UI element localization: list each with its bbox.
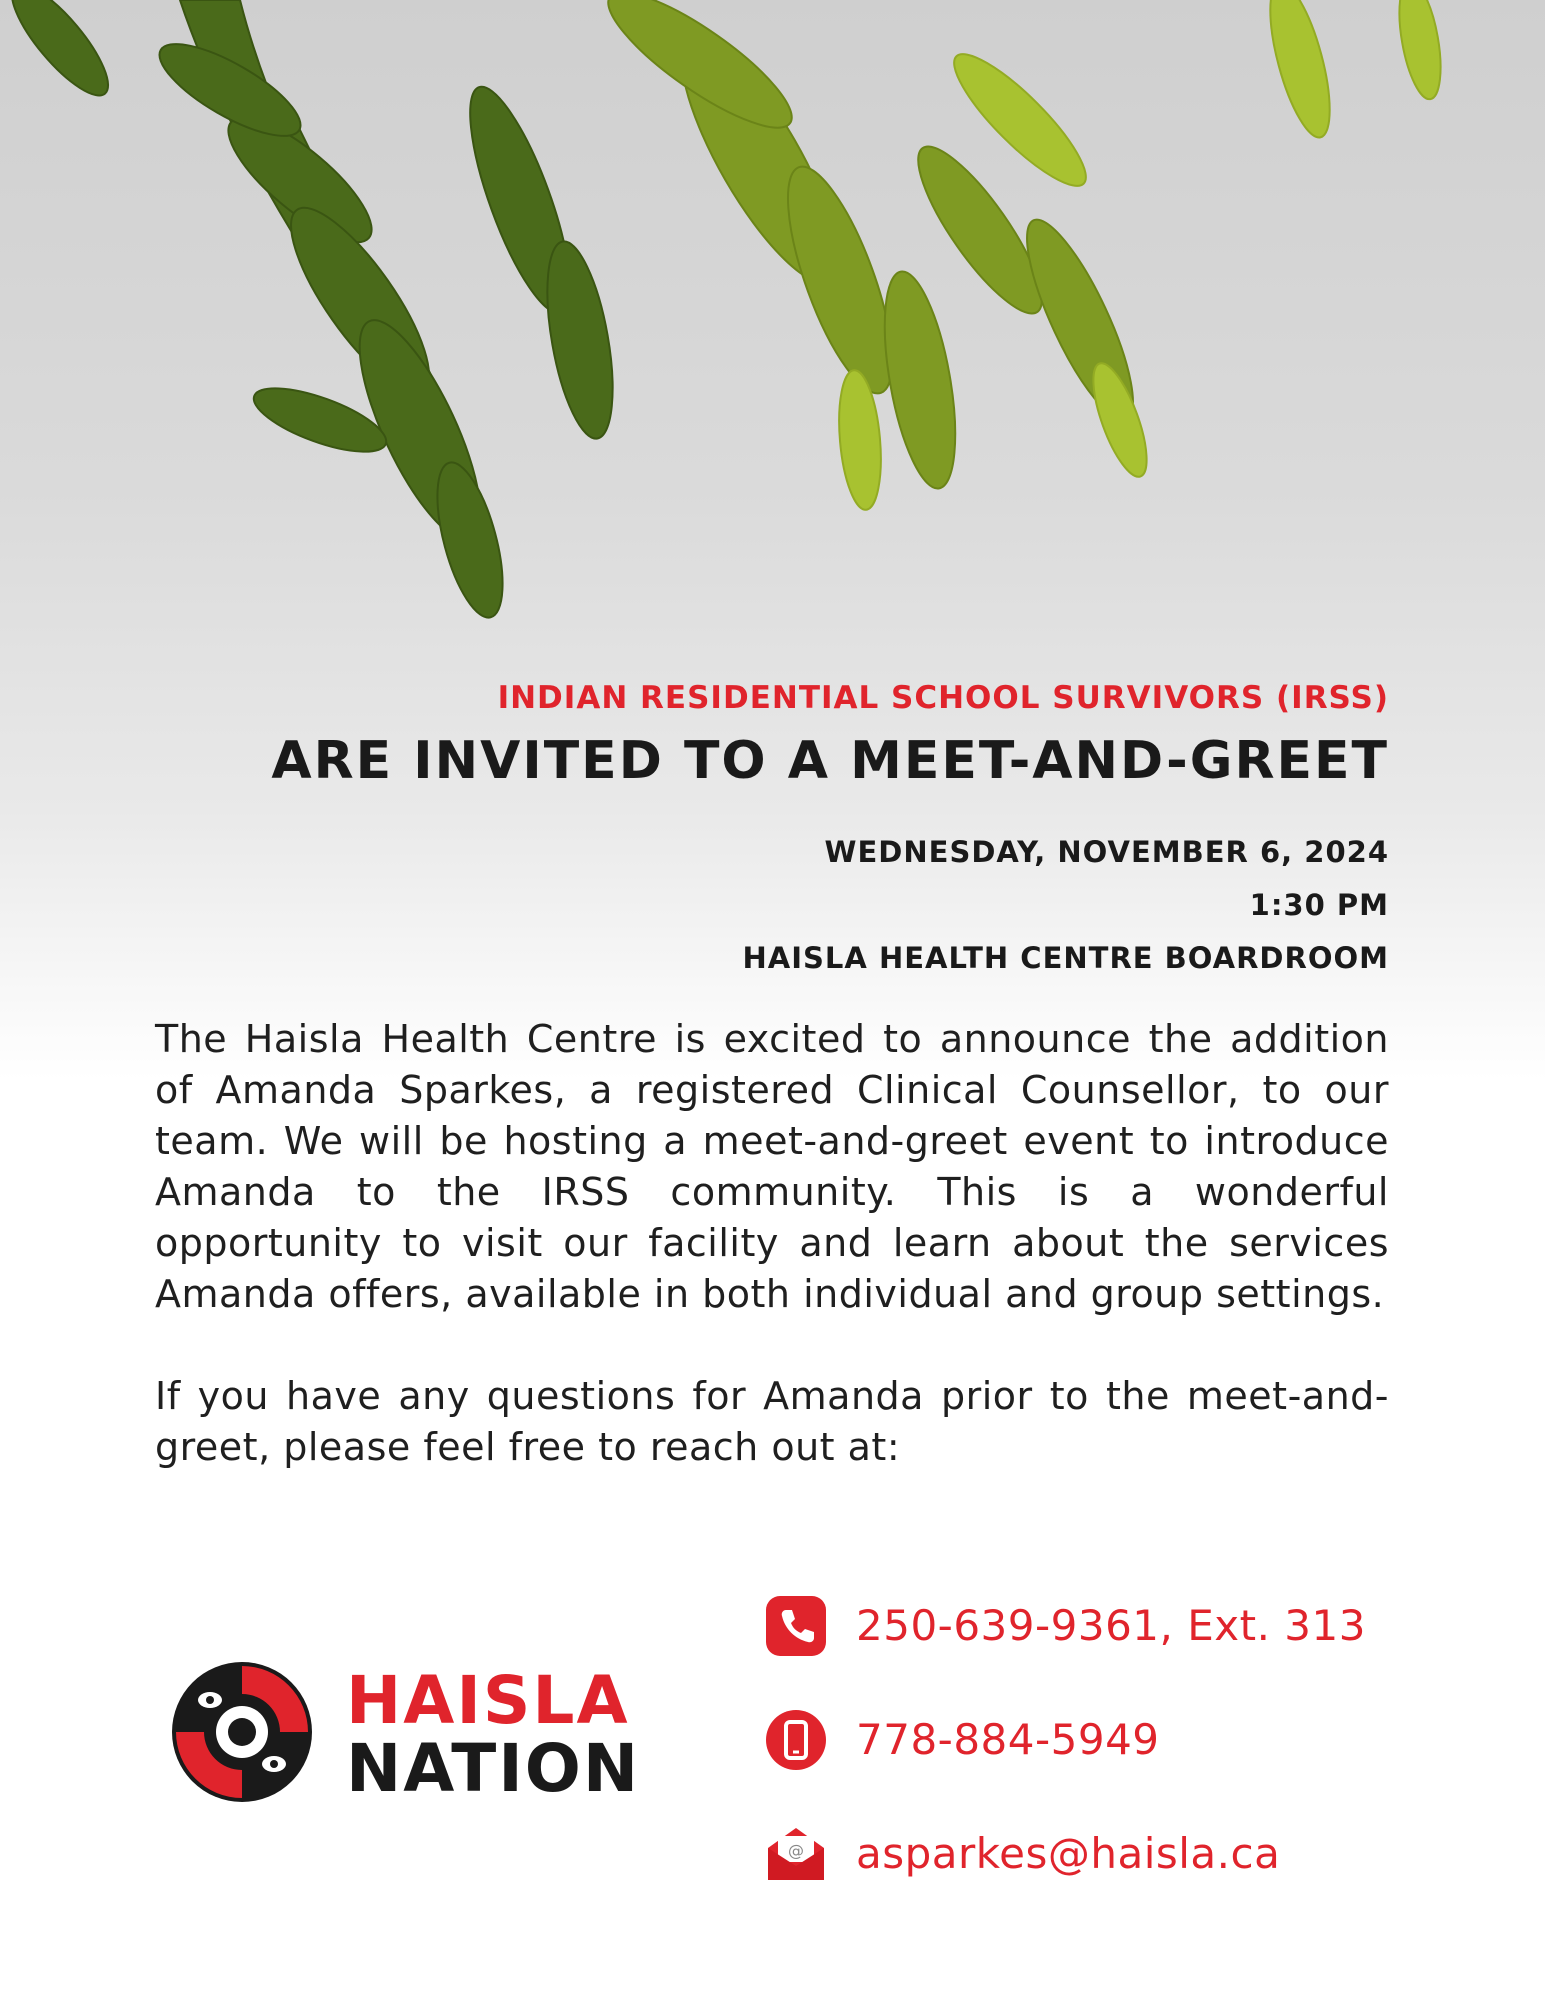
cedar-branches-image — [0, 0, 1545, 650]
svg-text:@: @ — [788, 1841, 804, 1860]
contact-email[interactable] — [764, 1822, 1280, 1886]
event-date: WEDNESDAY, NOVEMBER 6, 2024 — [824, 835, 1389, 869]
heading-block — [189, 676, 1389, 796]
mobile-phone-icon — [764, 1708, 828, 1772]
event-location: HAISLA HEALTH CENTRE BOARDROOM — [742, 941, 1389, 975]
email-icon — [764, 1822, 828, 1886]
event-title: ARE INVITED TO A MEET-AND-GREET — [271, 731, 1389, 791]
contact-phone-text: 250-639-9361, Ext. 313 — [856, 1601, 1366, 1650]
logo-text-nation: NATION — [346, 1730, 641, 1807]
event-time: 1:30 PM — [1249, 888, 1389, 922]
contact-mobile-text: 778-884-5949 — [856, 1715, 1160, 1764]
event-details — [743, 826, 1389, 985]
haisla-emblem-icon — [170, 1660, 314, 1804]
contact-phone[interactable] — [764, 1594, 1366, 1658]
contact-mobile[interactable] — [764, 1708, 1160, 1772]
event-kicker: INDIAN RESIDENTIAL SCHOOL SURVIVORS (IRSS) — [497, 680, 1389, 716]
contact-email-text: asparkes@haisla.ca — [856, 1829, 1281, 1878]
logo-text-haisla: HAISLA — [346, 1662, 630, 1739]
phone-icon — [764, 1594, 828, 1658]
intro-paragraph: The Haisla Health Centre is excited to announce the addition of Amanda Sparkes, a registered Clinical Counsellor, to our team. We will be hosting a meet-and-greet event to introduce Amanda to the IRSS community. This is a wonderful opportunity to visit our facility and learn about the services Amanda offers, available in both individual and group settings. — [155, 1017, 1389, 1316]
contact-paragraph: If you have any questions for Amanda prior to the meet-and-greet, please feel free to reach out at: — [155, 1374, 1389, 1469]
haisla-nation-logo — [170, 1660, 690, 1840]
body-copy — [155, 1014, 1389, 1473]
